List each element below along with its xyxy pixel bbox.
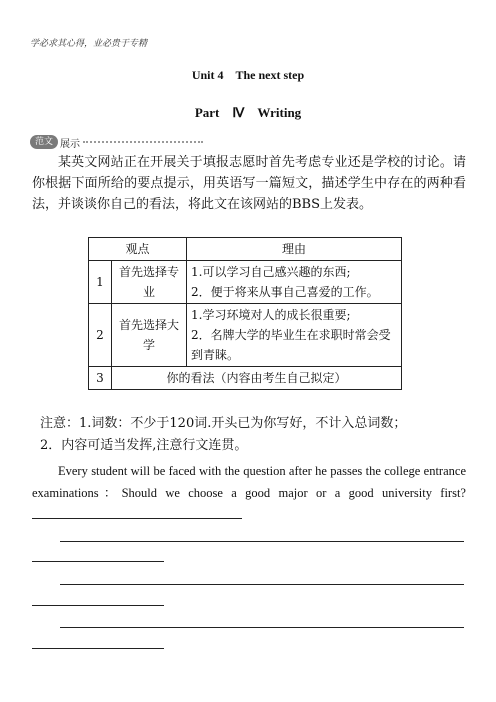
- table-header-row: [89, 238, 402, 261]
- row-reasons: [187, 261, 402, 304]
- table-row: [89, 261, 402, 304]
- header-motto: 学必求其心得，业必贵于专精: [30, 39, 148, 49]
- answer-blank-inline[interactable]: [32, 506, 242, 519]
- opinions-table: [88, 237, 402, 390]
- essay-lead-text: Every student will be faced with the question after he passes the college entrance examinations：Should we choose a good major or a good university first?: [32, 464, 466, 500]
- answer-line[interactable]: [32, 648, 164, 649]
- row-view: 你的看法（内容由考生自己拟定）: [112, 367, 402, 390]
- reason-item: 2．名牌大学的毕业生在求职时常会受到青睐。: [191, 328, 391, 362]
- row-view: 首先选择大学: [112, 304, 187, 367]
- row-view: 首先选择专业: [112, 261, 187, 304]
- answer-line[interactable]: [60, 584, 464, 585]
- table-row: [89, 367, 402, 390]
- reason-item: 1.可以学习自己感兴趣的东西;: [191, 265, 351, 279]
- reason-item: 2．便于将来从事自己喜爱的工作。: [191, 285, 379, 299]
- table-row: [89, 304, 402, 367]
- table-header-reason: 理由: [187, 238, 402, 261]
- dotted-divider: [83, 141, 203, 143]
- table-header-view: 观点: [89, 238, 187, 261]
- sample-section-header: [30, 135, 203, 149]
- note-line: 2．内容可适当发挥,注意行文连贯。: [40, 438, 248, 453]
- answer-line[interactable]: [60, 541, 464, 542]
- part-title: Part Ⅳ Writing: [194, 105, 302, 120]
- sample-label: 展示: [60, 138, 81, 150]
- reason-item: 1.学习环境对人的成长很重要;: [191, 308, 351, 322]
- task-instructions: 某英文网站正在开展关于填报志愿时首先考虑专业还是学校的讨论。请你根据下面所给的要点提示，用英语写一篇短文，描述学生中存在的两种看法，并谈谈你自己的看法，将此文在该网站的BBS上发表。: [32, 155, 466, 212]
- answer-line[interactable]: [32, 561, 164, 562]
- row-number: 2: [89, 304, 112, 367]
- notes: [40, 413, 472, 457]
- row-number: 3: [89, 367, 112, 390]
- sample-badge: 范文: [30, 135, 58, 149]
- row-reasons: [187, 304, 402, 367]
- answer-line[interactable]: [32, 605, 164, 606]
- answer-line[interactable]: [60, 627, 464, 628]
- essay-lead: [32, 460, 466, 526]
- unit-title: Unit 4 The next step: [191, 68, 305, 82]
- note-line: 注意：1.词数：不少于120词.开头已为你写好，不计入总词数；: [40, 416, 407, 431]
- row-number: 1: [89, 261, 112, 304]
